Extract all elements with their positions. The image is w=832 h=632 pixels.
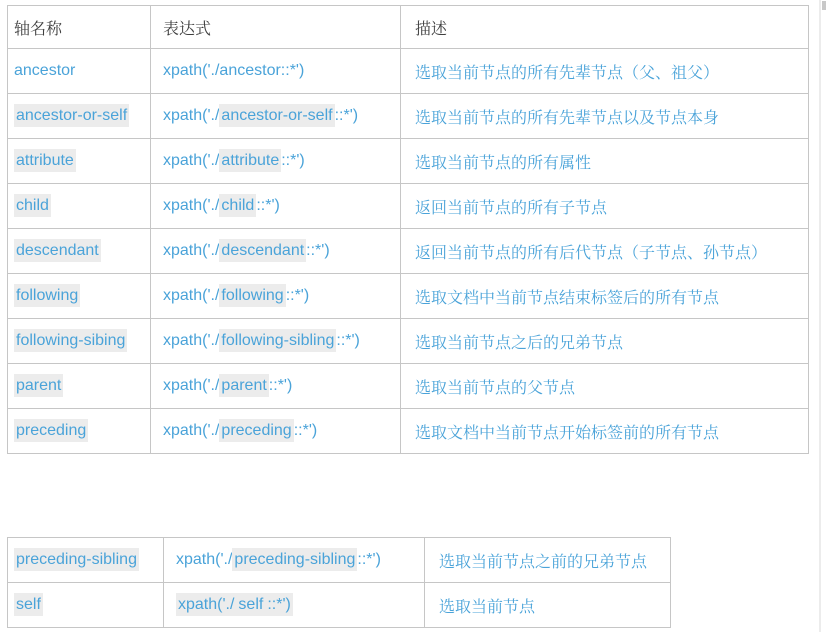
expression-part: ::*') <box>256 197 280 214</box>
expression-part: preceding-sibling <box>232 548 357 571</box>
expression-part: ::*') <box>268 377 293 394</box>
axis-name-cell <box>8 139 151 184</box>
axis-name: child <box>14 194 51 217</box>
expression-part: following-sibling <box>219 329 336 352</box>
table-row <box>8 274 809 319</box>
table-row <box>8 409 809 454</box>
expression-part: ::*') <box>336 332 360 349</box>
expression-cell <box>151 274 401 319</box>
table-row <box>8 94 809 139</box>
table-row <box>8 364 809 409</box>
xpath-axes-table-main <box>7 5 809 454</box>
axis-name: following-sibing <box>14 329 127 352</box>
axis-name: preceding <box>14 419 88 442</box>
axis-name: ancestor-or-self <box>14 104 129 127</box>
expression-part: ancestor-or-self <box>219 104 334 127</box>
col-header-description: 描述 <box>401 6 809 49</box>
description-cell: 选取当前节点之后的兄弟节点 <box>401 319 809 364</box>
expression-part: ancestor <box>219 62 281 79</box>
expression-part: parent <box>219 374 268 397</box>
description-cell: 返回当前节点的所有子节点 <box>401 184 809 229</box>
expression-part: attribute <box>219 149 281 172</box>
expression-part: ::*') <box>285 287 310 304</box>
scrollbar-track[interactable] <box>819 0 821 632</box>
description-cell: 返回当前节点的所有后代节点（子节点、孙节点） <box>401 229 809 274</box>
axis-name-cell <box>8 274 151 319</box>
expression-part: ::*') <box>306 242 330 259</box>
xpath-axes-table-continued <box>7 537 671 628</box>
expression-part: xpath('./ <box>163 107 220 124</box>
table-row <box>8 184 809 229</box>
expression-part: child <box>219 194 256 217</box>
axis-name: following <box>14 284 80 307</box>
expression-cell <box>164 538 425 583</box>
axis-name-cell <box>8 229 151 274</box>
table-body-main <box>8 49 809 454</box>
axis-name-cell <box>8 94 151 139</box>
table-row <box>8 229 809 274</box>
axis-name-cell <box>8 409 151 454</box>
axis-name: parent <box>14 374 63 397</box>
description-cell: 选取文档中当前节点开始标签前的所有节点 <box>401 409 809 454</box>
expression-part: xpath('./ <box>163 242 220 259</box>
expression-cell <box>151 94 401 139</box>
table-body-continued <box>8 538 671 628</box>
expression-part: self <box>236 593 265 616</box>
expression-part: ::*') <box>265 593 293 616</box>
axis-name: attribute <box>14 149 76 172</box>
expression-part: ::*') <box>280 62 305 79</box>
expression-part: xpath('./ <box>176 593 236 616</box>
expression-part: xpath('./ <box>163 377 220 394</box>
col-header-expression: 表达式 <box>151 6 401 49</box>
expression-part: xpath('./ <box>163 287 220 304</box>
expression-part: preceding <box>219 419 293 442</box>
axis-name-cell <box>8 538 164 583</box>
description-cell: 选取当前节点的所有属性 <box>401 139 809 184</box>
expression-part: ::*') <box>334 107 359 124</box>
description-cell: 选取文档中当前节点结束标签后的所有节点 <box>401 274 809 319</box>
description-cell: 选取当前节点之前的兄弟节点 <box>425 538 671 583</box>
axis-name: descendant <box>14 239 101 262</box>
expression-cell <box>151 229 401 274</box>
axis-name-cell <box>8 49 151 94</box>
expression-part: ::*') <box>293 422 318 439</box>
expression-cell <box>164 583 425 628</box>
table-row <box>8 583 671 628</box>
description-cell: 选取当前节点的所有先辈节点（父、祖父） <box>401 49 809 94</box>
table-row <box>8 319 809 364</box>
axis-name-cell <box>8 319 151 364</box>
table-row <box>8 139 809 184</box>
expression-part: xpath('./ <box>163 152 220 169</box>
expression-part: xpath('./ <box>163 422 220 439</box>
expression-part: xpath('./ <box>163 332 220 349</box>
expression-cell <box>151 409 401 454</box>
axis-name: self <box>14 593 43 616</box>
table-row <box>8 49 809 94</box>
axis-name: preceding-sibling <box>14 548 139 571</box>
expression-cell <box>151 49 401 94</box>
axis-name-cell <box>8 184 151 229</box>
table-row <box>8 538 671 583</box>
col-header-axis-name: 轴名称 <box>8 6 151 49</box>
expression-part: xpath('./ <box>163 62 220 79</box>
expression-part: following <box>219 284 285 307</box>
axis-name-cell <box>8 364 151 409</box>
scrollbar-thumb[interactable] <box>822 1 826 10</box>
axis-name-cell <box>8 583 164 628</box>
expression-part: descendant <box>219 239 306 262</box>
expression-part: ::*') <box>281 152 305 169</box>
description-cell: 选取当前节点 <box>425 583 671 628</box>
expression-part: xpath('./ <box>163 197 220 214</box>
expression-part: ::*') <box>357 551 381 568</box>
expression-part: xpath('./ <box>176 551 233 568</box>
expression-cell <box>151 319 401 364</box>
expression-cell <box>151 139 401 184</box>
expression-cell <box>151 364 401 409</box>
header-row <box>8 6 809 49</box>
axis-name: ancestor <box>14 62 76 79</box>
expression-cell <box>151 184 401 229</box>
description-cell: 选取当前节点的父节点 <box>401 364 809 409</box>
description-cell: 选取当前节点的所有先辈节点以及节点本身 <box>401 94 809 139</box>
